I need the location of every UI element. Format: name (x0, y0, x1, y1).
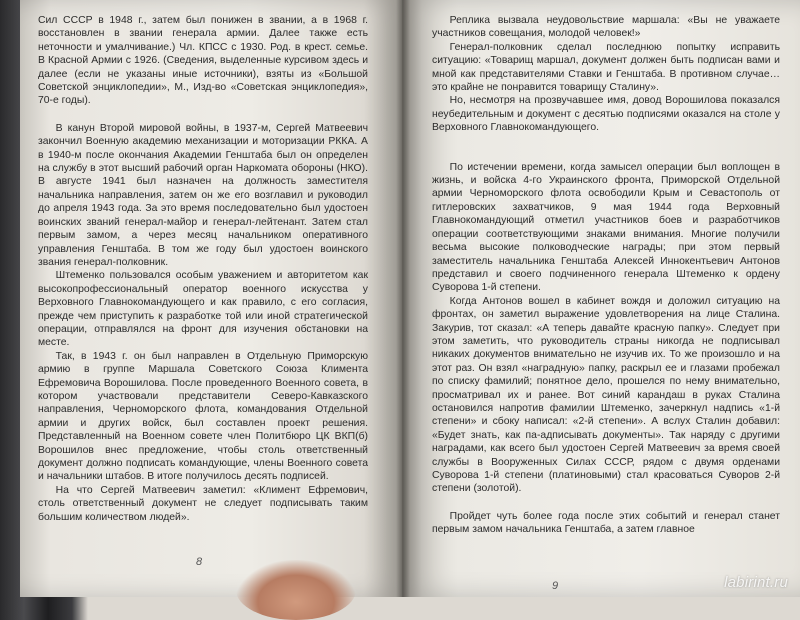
paragraph: Когда Антонов вошел в кабинет вождя и доложил ситуацию на фронтах, он заметил выражение удовлетворения на лице Сталина. Закурив, тот сказал: «А теперь давайте красную папку». Следует при этом заметить, что руководитель страны никогда не подписывал никаких документов внимательно не изучив их. То же произошло и на этот раз. Он взял «наградную» папку, раскрыл ее и глазами пробежал по списку фамилий; понятное дело, прошелся по нему внимательно, просматривал их и ранее. Вот синий карандаш в руках Сталина остановился напротив фамилии Штеменко, зачеркнул надпись «1-й степени» и сбоку написал: «2-й степени». А вслух Сталин добавил: «Будет знать, как па-адписывать документы». Так наряду с другими наградами, как всего был удостоен Сергей Матвеевич за время своей службы в Вооруженных Силах СССР, рядом с двумя орденами Суворова 1-й степени (платиновыми) стал красоваться Суворов 2-й степени (золотой). (432, 295, 780, 495)
paragraph: Сил СССР в 1948 г., затем был понижен в звании, а в 1968 г. восстановлен в звании генерала армии. Далее также есть неточности и умалчивание.) Чл. КПСС с 1930. Род. в крест. семье. В Красной Армии с 1926. (Сведения, выделенные курсивом здесь и далее (если не указаны иные источники), взяты из «Большой Советской энциклопедии», М., Изд-во «Советская энциклопедия», 70-е годы). (38, 15, 368, 107)
left-page (20, 0, 402, 597)
book-gutter (396, 0, 410, 597)
right-page (402, 0, 800, 597)
paragraph: В канун Второй мировой войны, в 1937-м, Сергей Матвеевич закончил Военную академию механизации и моторизации РККА. А в 1940-м после окончания Академии Генштаба был он определен на службу в этот высший рабочий орган Наркомата обороны (НКО). В августе 1941 был назначен на должность заместителя начальника направления, затем он же его возглавил и руководил до апреля 1943 года. За это время последовательно был удостоен воинских званий генерал-майор и генерал-лейтенант. Затем стал первым замом, а через месяц начальником оперативного управления Генштаба. В том же году был удостоен воинского звания генерал-полковник. (38, 122, 368, 268)
left-page-text (38, 14, 368, 524)
paragraph: На что Сергей Матвеевич заметил: «Климент Ефремович, столь ответственный документ не следует подписывать таким большим количеством людей». (38, 484, 368, 523)
paragraph: Пройдет чуть более года после этих событий и генерал станет первым замом начальника Генштаба, а затем главное (432, 510, 780, 536)
paragraph: Реплика вызвала неудовольствие маршала: «Вы не уважаете участников совещания, молодой человек!» (432, 15, 780, 40)
paragraph: Штеменко пользовался особым уважением и авторитетом как высокопрофессиональный оператор военного искусства у Верховного Главнокомандующего и как правило, с его согласия, прежде чем приступить к разработке той или иной стратегической операции, отправлялся на фронт для изучения обстановки на месте. (38, 270, 368, 349)
paragraph: Генерал-полковник сделал последнюю попытку исправить ситуацию: «Товарищ маршал, документ должен быть подписан вами и мной как представителями Ставки и Генштаба. В противном случае… это крайне не понравится товарищу Сталину». (432, 41, 780, 94)
page-number-left: 8 (196, 556, 203, 568)
watermark: labirint.ru (724, 574, 788, 591)
paragraph: Так, в 1943 г. он был направлен в Отдельную Приморскую армию в группе Маршала Советского Союза Климента Ефремовича Ворошилова. После проведенного Военного совета, в котором участвовали представители Северо-Кавказского направления, Черноморского флота, командования Отдельной армии и других войск, был составлен проект решения. Представленный на Военном совете член Политбюро ЦК ВКП(б) Ворошилов внес предложение, чтобы столь ответственный документ должно подписать командующие, члены Военного совета и начальники штабов. В итоге получилось десять подписей. (38, 350, 368, 483)
paragraph: Но, несмотря на прозвучавшее имя, довод Ворошилова показался неубедительным и документ с десятью подписями оказался на столе у Верховного Главнокомандующего. (432, 95, 780, 134)
right-page-text (432, 14, 780, 537)
page-number-right: 9 (552, 580, 559, 592)
thumb (236, 560, 356, 620)
paragraph: По истечении времени, когда замысел операции был воплощен в жизнь, и войска 4-го Украинского фронта, Приморской Отдельной армии Черноморского флота освободили Крым и Севастополь от гитлеровских захватчиков, 9 мая 1944 года Верховный Главнокомандующий отметил участников боев и разработчиков операции соответствующими знаками внимания. Многие получили весьма высокие полководческие награды; при этом первый заместитель начальника Генштаба Алексей Иннокентьевич Антонов представил и своего подчиненного генерала Штеменко к ордену Суворова 1-й степени. (432, 161, 780, 294)
